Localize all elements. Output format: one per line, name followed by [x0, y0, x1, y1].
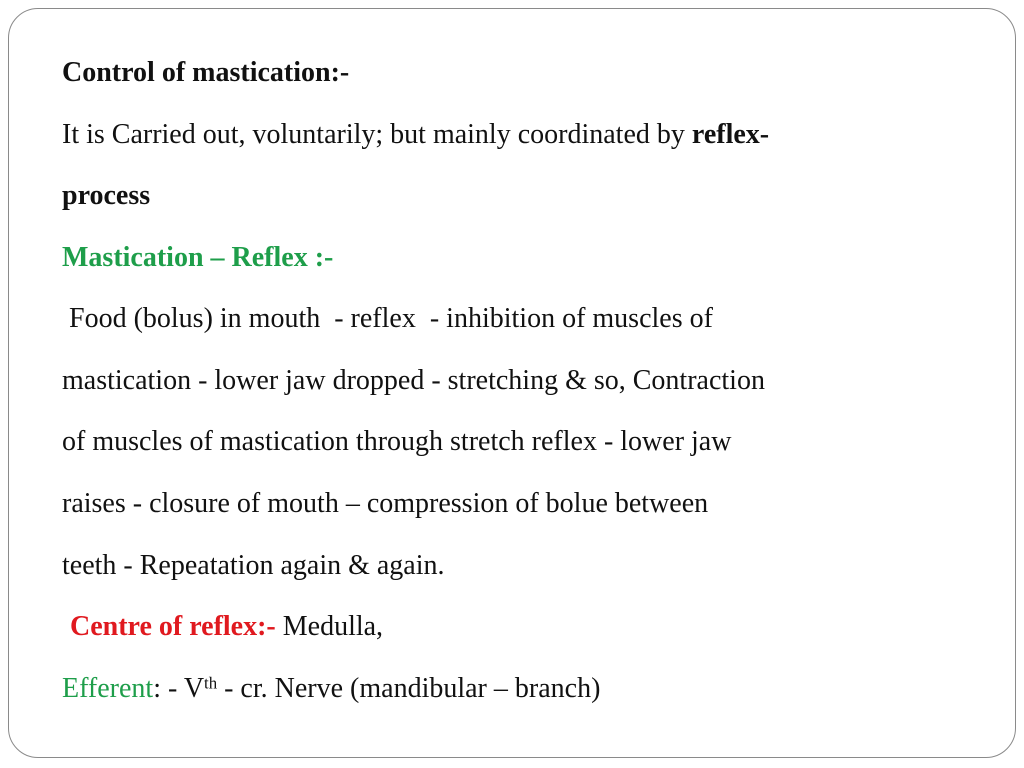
para-line-2: process: [62, 180, 151, 211]
para-line-1-text: It is Carried out, voluntarily; but mainly coordinated by: [62, 119, 692, 150]
efferent-prefix: : - V: [153, 673, 205, 704]
efferent-superscript: th: [204, 673, 218, 693]
body-line: of muscles of mastication through stretch reflex - lower jaw: [62, 426, 732, 457]
centre-of-reflex: [70, 610, 383, 644]
subheading-reflex: Mastication – Reflex :-: [62, 242, 334, 273]
efferent-line: [62, 672, 600, 706]
para-line-1-bold: reflex-: [691, 119, 770, 150]
body-line: raises - closure of mouth – compression of bolue between: [62, 488, 709, 519]
centre-value: Medulla,: [275, 611, 384, 642]
efferent-label: Efferent: [62, 673, 154, 704]
slide-heading: Control of mastication:-: [62, 57, 350, 88]
body-line: mastication - lower jaw dropped - stretching & so, Contraction: [62, 365, 765, 396]
body-line: teeth - Repeatation again & again.: [62, 550, 445, 581]
para-line-1: [62, 118, 769, 152]
centre-label: Centre of reflex:-: [70, 611, 276, 642]
body-line: Food (bolus) in mouth - reflex - inhibition of muscles of: [62, 303, 713, 334]
efferent-rest: - cr. Nerve (mandibular – branch): [217, 673, 601, 704]
